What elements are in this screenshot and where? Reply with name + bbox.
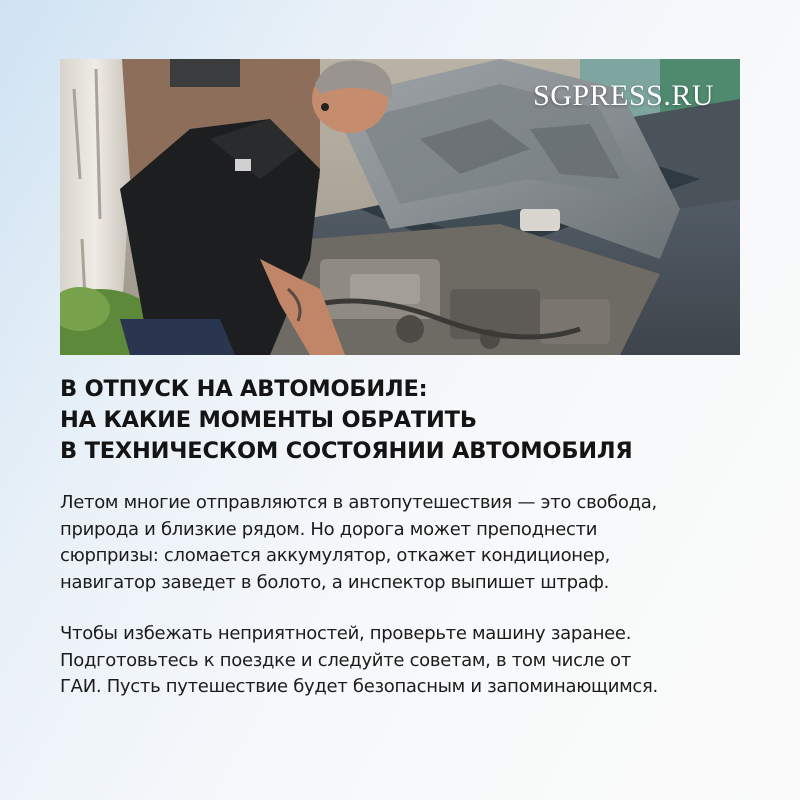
headline-line: НА КАКИЕ МОМЕНТЫ ОБРАТИТЬ: [60, 407, 477, 433]
paragraph-line: сюрпризы: сломается аккумулятор, откажет кондиционер,: [60, 545, 611, 566]
paragraph-intro: [60, 490, 750, 596]
paragraph-line: ГАИ. Пусть путешествие будет безопасным и запоминающимся.: [60, 676, 658, 697]
headline-line: В ОТПУСК НА АВТОМОБИЛЕ:: [60, 376, 428, 402]
paragraph-line: навигатор заведет в болото, а инспектор выпишет штраф.: [60, 571, 609, 593]
paragraph-line: Подготовьтесь к поездке и следуйте советам, в том числе от: [60, 649, 631, 671]
paragraph-line: Чтобы избежать неприятностей, проверьте машину заранее.: [60, 623, 632, 644]
paragraph-line: Летом многие отправляются в автопутешествия — это свобода,: [60, 492, 657, 513]
paragraph-advice: [60, 621, 750, 701]
paragraph-line: природа и близкие рядом. Но дорога может преподнести: [60, 518, 598, 540]
headline-line: В ТЕХНИЧЕСКОМ СОСТОЯНИИ АВТОМОБИЛЯ: [60, 438, 633, 464]
headline: [60, 374, 750, 467]
article-photo: [60, 59, 740, 355]
watermark-logo: SGPRESS.RU: [533, 79, 714, 112]
